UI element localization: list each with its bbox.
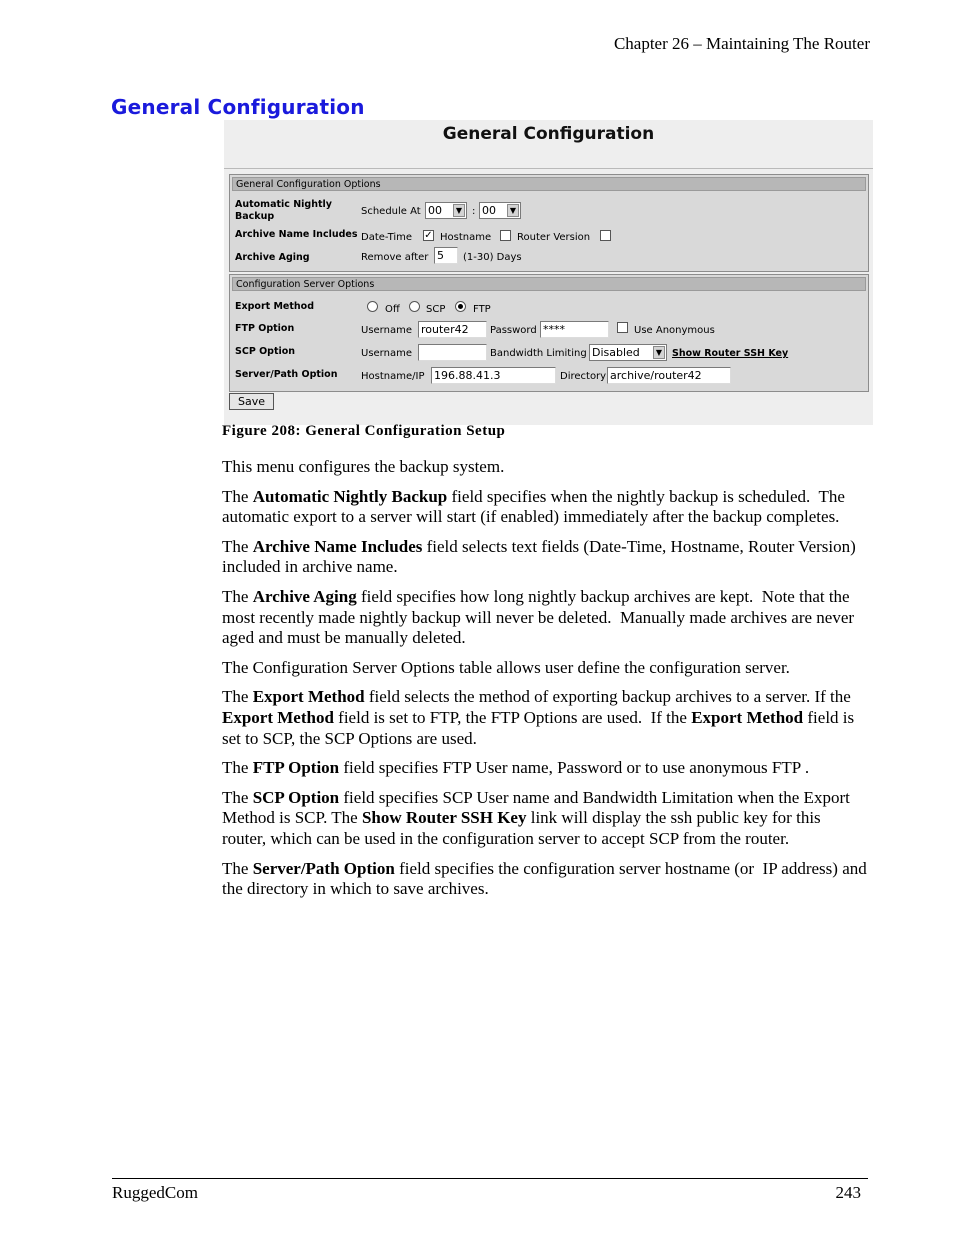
directory-label: Directory <box>560 371 607 382</box>
screenshot-title: General Configuration <box>442 124 655 144</box>
server-path-option-label: Server/Path Option <box>235 369 338 380</box>
use-anonymous-label: Use Anonymous <box>634 325 715 336</box>
hostname-ip-label: Hostname/IP <box>361 371 425 382</box>
hostname-label: Hostname <box>440 232 492 243</box>
config-screenshot <box>224 120 873 425</box>
chevron-down-icon: ▼ <box>653 346 665 359</box>
figure-caption: Figure 208: General Configuration Setup <box>222 423 506 439</box>
archive-name-includes-label: Archive Name Includes <box>235 229 358 240</box>
chevron-down-icon: ▼ <box>453 204 465 217</box>
minute-select[interactable] <box>479 202 521 219</box>
chevron-down-icon: ▼ <box>507 204 519 217</box>
export-scp-radio[interactable] <box>409 301 420 312</box>
directory-input[interactable]: archive/router42 <box>607 367 731 384</box>
paragraph: The Server/Path Option field specifies the configuration server hostname (or IP address) and the directory in which to save archives. <box>222 858 867 899</box>
router-version-label: Router Version <box>517 232 591 243</box>
scp-username-input[interactable] <box>418 344 487 361</box>
paragraph: The Archive Aging field specifies how long nightly backup archives are kept. Note that the most recently made nightly backup will never be deleted. Manually made archives are never aged and must be manually deleted. <box>222 586 855 648</box>
paragraph: The Archive Name Includes field selects text fields (Date-Time, Hostname, Router Version) included in archive name. <box>222 536 856 577</box>
date-time-checkbox[interactable]: ✓ <box>424 230 433 241</box>
paragraph: The SCP Option field specifies SCP User name and Bandwidth Limitation when the Export Method is SCP. The Show Router SSH Key link will display the ssh public key for this router, which can be used in the configuration server to accept SCP from the router. <box>222 787 850 848</box>
automatic-nightly-backup-label: Automatic Nightly Backup <box>235 199 332 222</box>
export-scp-label: SCP <box>426 304 446 315</box>
bandwidth-limiting-label: Bandwidth Limiting <box>490 348 587 359</box>
ftp-password-label: Password <box>490 325 537 336</box>
remove-after-label: Remove after <box>361 252 429 263</box>
ftp-option-label: FTP Option <box>235 323 295 334</box>
paragraph: The Automatic Nightly Backup field specifies when the nightly backup is scheduled. The automatic export to a server will start (if enabled) immediately after the backup completes. <box>222 486 845 527</box>
aging-range-label: (1-30) Days <box>463 252 522 263</box>
body-text <box>222 457 868 909</box>
ftp-password-input[interactable]: **** <box>540 321 609 338</box>
bandwidth-value: Disabled <box>592 346 640 359</box>
hostname-checkbox[interactable] <box>500 230 511 241</box>
use-anonymous-checkbox[interactable] <box>617 322 628 333</box>
export-off-label: Off <box>385 304 400 315</box>
archive-aging-input[interactable]: 5 <box>434 247 458 264</box>
general-options-box <box>229 174 869 272</box>
export-method-label: Export Method <box>235 301 315 312</box>
date-time-label: Date-Time <box>361 232 413 243</box>
schedule-at-label: Schedule At <box>361 206 421 217</box>
save-button[interactable]: Save <box>229 393 274 410</box>
ftp-username-input[interactable]: router42 <box>418 321 487 338</box>
archive-aging-label: Archive Aging <box>235 252 310 263</box>
page-number: 243 <box>835 1183 861 1202</box>
show-router-ssh-key-link[interactable]: Show Router SSH Key <box>672 348 789 359</box>
footer-company: RuggedCom <box>112 1183 198 1202</box>
export-ftp-radio[interactable] <box>455 301 466 312</box>
scp-option-label: SCP Option <box>235 346 296 357</box>
paragraph: The Export Method field selects the method of exporting backup archives to a server. If the Export Method field is set to FTP, the FTP Options are used. If the Export Method field is set to SCP, the SCP Options are used. <box>222 687 855 748</box>
divider <box>224 168 873 169</box>
paragraph: This menu configures the backup system. <box>222 457 505 476</box>
paragraph: The FTP Option field specifies FTP User name, Password or to use anonymous FTP . <box>222 758 810 778</box>
hostname-ip-input[interactable]: 196.88.41.3 <box>431 367 556 384</box>
section-title: General Configuration <box>111 95 365 119</box>
time-colon: : <box>472 206 476 217</box>
export-off-radio[interactable] <box>367 301 378 312</box>
minute-value: 00 <box>482 204 496 217</box>
server-options-box <box>229 274 869 392</box>
chapter-header: Chapter 26 – Maintaining The Router <box>613 34 870 53</box>
paragraph: The Configuration Server Options table allows user define the configuration server. <box>222 657 790 677</box>
hour-value: 00 <box>428 204 442 217</box>
footer-rule <box>112 1178 868 1179</box>
bandwidth-select[interactable] <box>589 344 667 361</box>
scp-username-label: Username <box>361 348 412 359</box>
ftp-username-label: Username <box>361 325 412 336</box>
general-options-heading: General Configuration Options <box>232 177 866 191</box>
hour-select[interactable] <box>425 202 467 219</box>
router-version-checkbox[interactable] <box>600 230 611 241</box>
server-options-heading: Configuration Server Options <box>232 277 866 291</box>
export-ftp-label: FTP <box>473 304 491 315</box>
